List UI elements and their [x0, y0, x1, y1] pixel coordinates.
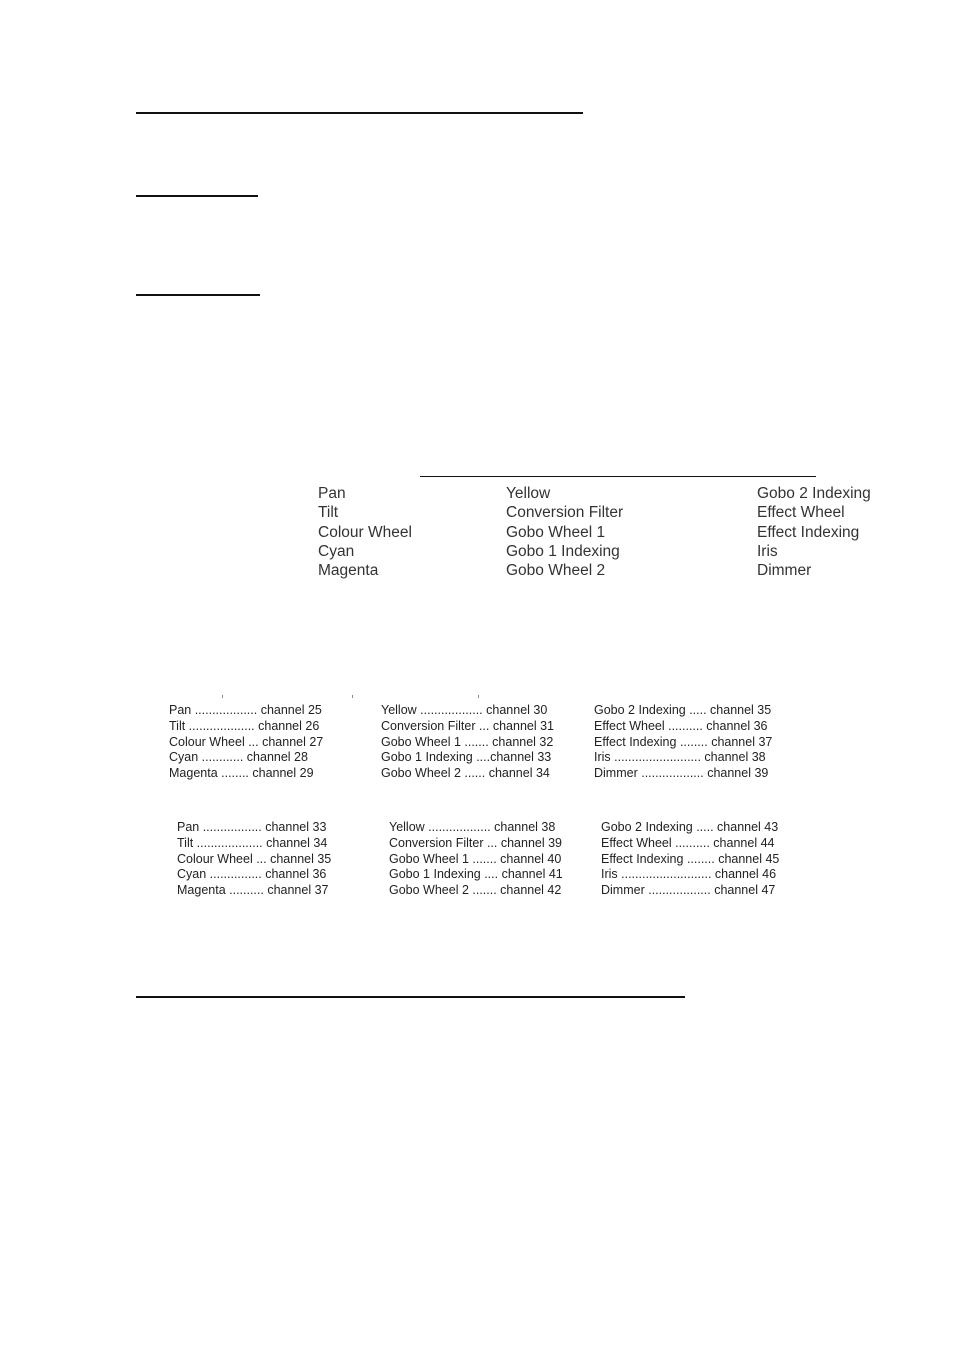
channel-row: Tilt ................... channel 34: [177, 835, 328, 850]
crop-mark: [478, 695, 479, 698]
channel-row: Cyan ............ channel 28: [169, 750, 308, 765]
heading-rule-2: [136, 195, 258, 197]
channel-row: Gobo Wheel 2 ....... channel 42: [389, 883, 562, 898]
list-item: Dimmer: [757, 562, 812, 580]
channel-row: Conversion Filter ... channel 31: [381, 718, 555, 733]
heading-rule-3: [136, 294, 260, 296]
channel-row: Gobo Wheel 1 ....... channel 32: [381, 734, 554, 749]
order-col-1: [318, 484, 412, 580]
channel-row: Yellow .................. channel 38: [389, 820, 556, 834]
channel-row: Effect Indexing ........ channel 45: [601, 851, 780, 866]
list-item: Gobo Wheel 1: [506, 523, 606, 541]
list-item: Conversion Filter: [506, 504, 624, 522]
channel-row: Magenta ........ channel 29: [169, 766, 314, 781]
list-item: Colour Wheel: [318, 523, 412, 541]
crop-mark: [222, 695, 223, 698]
list-item: Cyan: [318, 542, 355, 560]
channel-row: Gobo 1 Indexing .... channel 41: [389, 867, 563, 882]
channel-row: Iris .......................... channel 46: [601, 867, 777, 882]
channel-row: Gobo 2 Indexing ..... channel 43: [601, 820, 779, 834]
list-item: Pan: [318, 485, 346, 502]
map-a-col-3: [594, 703, 772, 782]
order-col-3: [757, 484, 871, 580]
channel-row: Yellow .................. channel 30: [381, 703, 548, 717]
channel-row: Pan .................. channel 25: [169, 703, 322, 717]
channel-row: Magenta .......... channel 37: [177, 883, 329, 898]
channel-row: Effect Wheel .......... channel 44: [601, 835, 775, 850]
channel-row: Colour Wheel ... channel 27: [169, 734, 324, 749]
list-item: Effect Indexing: [757, 523, 860, 541]
list-item: Iris: [757, 542, 778, 560]
channel-row: Conversion Filter ... channel 39: [389, 835, 563, 850]
channel-row: Iris ......................... channel 38: [594, 750, 766, 765]
list-item: Gobo 1 Indexing: [506, 542, 620, 560]
channel-row: Gobo Wheel 1 ....... channel 40: [389, 851, 562, 866]
channel-row: Effect Indexing ........ channel 37: [594, 734, 773, 749]
map-b-col-1: [177, 820, 331, 899]
channel-row: Gobo Wheel 2 ...... channel 34: [381, 766, 550, 781]
list-item: Gobo Wheel 2: [506, 562, 606, 580]
map-a-col-2: [381, 703, 554, 782]
map-b-col-2: [389, 820, 563, 899]
table-top-rule: [420, 476, 816, 477]
list-item: Effect Wheel: [757, 504, 845, 522]
list-item: Yellow: [506, 485, 551, 502]
channel-row: Tilt ................... channel 26: [169, 718, 320, 733]
channel-row: Gobo 1 Indexing ....channel 33: [381, 750, 552, 765]
channel-row: Effect Wheel .......... channel 36: [594, 718, 768, 733]
channel-row: Gobo 2 Indexing ..... channel 35: [594, 703, 772, 717]
heading-rule-1: [136, 112, 583, 114]
channel-row: Dimmer .................. channel 39: [594, 766, 769, 781]
channel-row: Dimmer .................. channel 47: [601, 883, 776, 898]
list-item: Tilt: [318, 504, 339, 522]
channel-row: Colour Wheel ... channel 35: [177, 851, 332, 866]
map-b-col-3: [601, 820, 779, 899]
crop-mark: [352, 695, 353, 698]
channel-row: Cyan ............... channel 36: [177, 867, 327, 882]
list-item: Magenta: [318, 562, 379, 580]
channel-row: Pan ................. channel 33: [177, 820, 327, 834]
list-item: Gobo 2 Indexing: [757, 485, 871, 502]
map-a-col-1: [169, 703, 323, 782]
heading-rule-4: [136, 996, 685, 998]
order-col-2: [506, 484, 623, 580]
